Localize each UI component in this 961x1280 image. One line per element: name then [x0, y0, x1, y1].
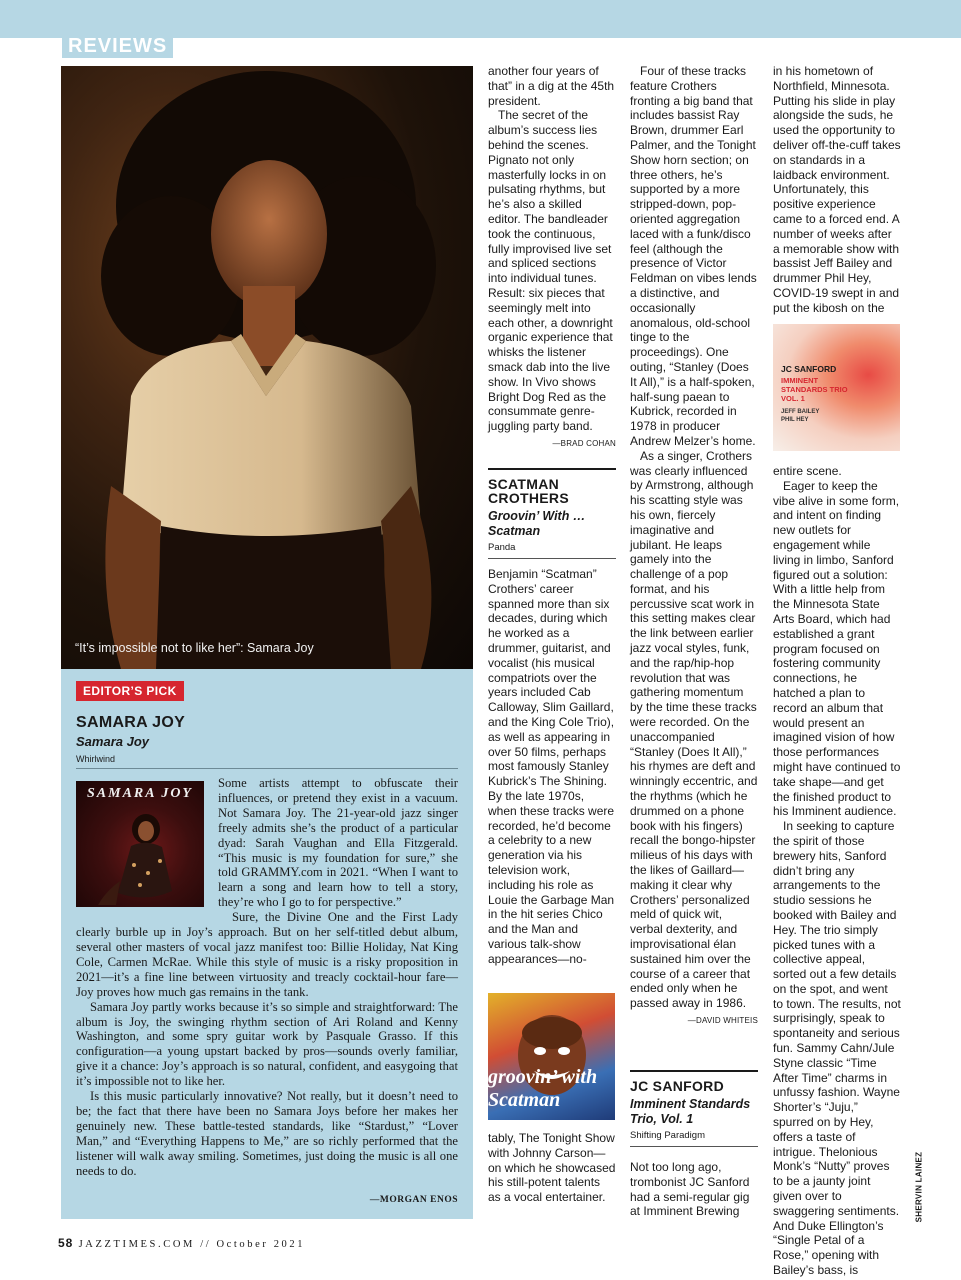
scatman-review-continued: [488, 1131, 616, 1205]
review-album: Samara Joy: [76, 734, 149, 749]
article-paragraph: The secret of the album’s success lies behind the scenes. Pignato not only masterfully locks in on pulsating rhythms, but he’s also a skilled editor. The bandleader took the continuous, fully improvised live set and spliced sections into individual tunes. Result: six pieces that seemingly melt into each other, a downright organic experience that whisks the listener smack dab into the live show. In Vivo shows Bright Dog Red as the consummate genre-juggling party band.: [488, 108, 613, 434]
editors-pick-review: [61, 669, 473, 1219]
page-number: 58: [58, 1236, 74, 1250]
hero-photo: [61, 66, 473, 669]
review-artist: JC SANFORD: [630, 1078, 725, 1094]
footer-issue: October 2021: [216, 1239, 306, 1250]
review-body: [76, 776, 458, 1178]
cover-personnel: JEFF BAILEY PHIL HEY: [781, 409, 820, 423]
review-label: Whirlwind: [76, 754, 116, 764]
review-label: Panda: [488, 542, 516, 553]
review-paragraph: in his hometown of Northfield, Minnesota. Putting his slide in play alongside the suds, he used the opportunity to deliver off-the-cuff takes on standards in a laidback environment. Unfortunately, this positive experience came to a forced end. A number of weeks after a memorable show with bassist Jeff Bailey and drummer Phil Hey, COVID-19 swept in and put the kibosh on the: [773, 64, 901, 315]
review-paragraph: tably, The Tonight Show with Johnny Carson—on which he showcased his still-potent talents as a vocal entertainer.: [488, 1131, 616, 1205]
column-3-top: [773, 64, 901, 316]
divider: [488, 558, 616, 559]
review-paragraph: Some artists attempt to obfuscate their influences, or pretend they exist in a vacuum. Not Samara Joy. The 21-year-old jazz singer freely admits she’s the product of a particular dyad: Sarah Vaughan and Ella Fitzgerald. “This music is my foundation for sure,” she told GRAMMY.com in 2021. “When I want to learn a song and learn how to tell a story, they’re who I go to for perspective.”: [218, 776, 458, 910]
footer-separator: //: [200, 1239, 212, 1250]
editors-pick-badge: EDITOR’S PICK: [76, 681, 184, 701]
column-3-bottom: [773, 464, 901, 1278]
review-paragraph: entire scene.: [773, 464, 842, 478]
column-1-top: [488, 64, 616, 452]
divider: [488, 468, 616, 470]
album-cover-jc-sanford: [773, 324, 900, 451]
column-2: [630, 64, 758, 1029]
review-paragraph: Benjamin “Scatman” Crothers’ career spanned more than six decades, during which he worked as a drummer, guitarist, and vocalist (his musical compatriots over the years included Cab Calloway, Slim Gaillard, and the King Cole Trio), as well as appearing in over 50 films, perhaps most famously Stanley Kubrick’s The Shining. By the late 1970s, when these tracks were recorded, he’d become a celebrity to a new generation via his television work, including his role as Louie the Garbage Man in the hit series Chico and the Man and various talk-show appearances—no-: [488, 567, 615, 966]
page-footer: [58, 1236, 305, 1250]
review-album: Imminent Standards Trio, Vol. 1: [630, 1097, 751, 1126]
review-paragraph: As a singer, Crothers was clearly influenced by Armstrong, although his scatting style was his own, fiercely imaginative and jubilant. He leaps gamely into the challenge of a pop format, and his percussive scat work in this setting makes clear the link between earlier jazz vocal styles, funk, and the rap/hip-hop revolution that was gathering momentum by the time these tracks were recorded. On the unaccompanied “Stanley (Does It All),” his rhymes are deft and winningly eccentric, and the rhythms (which he drummed on a phone book with his fingers) recall the bongo-hipster milieus of his days with the likes of Gaillard—making it clear why Crothers’ personalized meld of quick wit, verbal dexterity, and improvisational élan sustained him over the course of a career that ended only when he passed away in 1986.: [630, 448, 758, 1011]
review-byline: —MORGAN ENOS: [369, 1195, 458, 1205]
review-paragraph: Not too long ago, trombonist JC Sanford had a semi-regular gig at Imminent Brewing: [630, 1160, 750, 1219]
review-paragraph: Is this music particularly innovative? Not really, but it doesn’t need to be; the fact that there have been no Samara Joys before her makes her genuinely new. These battle-tested standards, like “Stardust,” “Lover Man,” and “Everything Happens to Me,” are so richly performed that the listener will walk away smiling. Sometimes, just doing the music is all one needs to do.: [76, 1089, 458, 1178]
review-label: Shifting Paradigm: [630, 1130, 705, 1141]
scatman-review-header: [488, 468, 616, 559]
cover-title: IMMINENT STANDARDS TRIO VOL. 1: [781, 376, 848, 403]
review-byline: —BRAD COHAN: [552, 438, 616, 448]
section-title: REVIEWS: [62, 34, 173, 58]
divider: [76, 768, 458, 769]
scatman-review-body: [488, 567, 616, 967]
review-artist: SCATMAN CROTHERS: [488, 476, 569, 506]
cover-title: groovin’ with Scatman: [488, 1066, 598, 1111]
divider: [630, 1146, 758, 1147]
cover-title: SAMARA JOY: [87, 786, 193, 801]
photo-credit: SHERVIN LAINEZ: [914, 1151, 924, 1223]
divider: [630, 1070, 758, 1072]
portrait-illustration: [61, 66, 473, 669]
review-paragraph: Four of these tracks feature Crothers fronting a big band that includes bassist Ray Brown, drummer Earl Palmer, and the Tonight Show horn section; on three others, he’s supported by a more stripped-down, pop-oriented aggregation laced with a funk/disco feel (although the presence of Victor Feldman on vibes lends a distinctive, and occasionally anomalous, old-school tinge to the proceedings). One outing, “Stanley (Does It All),” is a half-spoken, half-sung paean to Kubrick, recorded in 1978 in producer Andrew Melzer’s home.: [630, 64, 757, 448]
review-paragraph: In seeking to capture the spirit of those brewery hits, Sanford didn’t bring any arrangements to the studio sessions he booked with Bailey and Hey. The trio simply picked tunes with a collective appeal, sorted out a few details on the spot, and went to town. The results, not surprisingly, speak to spontaneity and serious fun. Sammy Cahn/Jule Styne classic “Time After Time” charms in unfussy fashion. Wayne Shorter’s “Juju,” spurred on by Hey, offers a taste of intrigue. Thelonious Monk’s “Nutty” proves to be a jaunty joint given over to swaggering sentiments. And Duke Ellington’s “Single Petal of a Rose,” opening with Bailey’s bass, is: [773, 819, 901, 1278]
article-paragraph: another four years of that” in a dig at the 45th president.: [488, 64, 615, 108]
review-paragraph: Eager to keep the vibe alive in some form, and intent on finding new outlets for engagement while living in limbo, Sanford figured out a solution: With a little help from the Minnesota State Arts Board, which had established a grant program focused on fostering community connections, he hatched a plan to record an album that would present an imagined vision of how those performances might have continued to take shape—and get the finished product to his Imminent audience.: [773, 478, 901, 819]
header-bar: [0, 0, 961, 38]
sanford-review-body: [630, 1160, 758, 1219]
photo-caption: “It’s impossible not to like her”: Samara Joy: [75, 641, 314, 655]
sanford-review-header: [630, 1070, 758, 1147]
review-paragraph: Samara Joy partly works because it’s so simple and straightforward: The album is Joy, the swinging rhythm section of Ari Roland and Kenny Washington, and some spry guitar work by Pasquale Grasso. If this configuration—a young upstart backed by pros—sounds overly familiar, give it a chance: Joy’s approach is so natural, confident, and easygoing that it’s impossible not to like her.: [76, 999, 458, 1089]
review-album: Groovin’ With … Scatman: [488, 509, 586, 538]
album-cover-scatman: [488, 993, 615, 1120]
review-byline: —DAVID WHITEIS: [687, 1016, 758, 1025]
footer-site: JAZZTIMES.COM: [78, 1239, 195, 1250]
review-artist: SAMARA JOY: [76, 714, 186, 731]
cover-artist: JC SANFORD: [781, 364, 837, 374]
review-paragraph: Sure, the Divine One and the First Lady clearly burble up in Joy’s approach. But on her self-titled debut album, several other masters of vocal jazz manifest too: Billie Holiday, Nat King Cole, Carmen McRae. While this style of music is a risky proposition in 2021—it’s a fine line between virtuosity and treacly cocktail-hour fare—Joy proves how much gas remains in the tank.: [76, 910, 458, 999]
